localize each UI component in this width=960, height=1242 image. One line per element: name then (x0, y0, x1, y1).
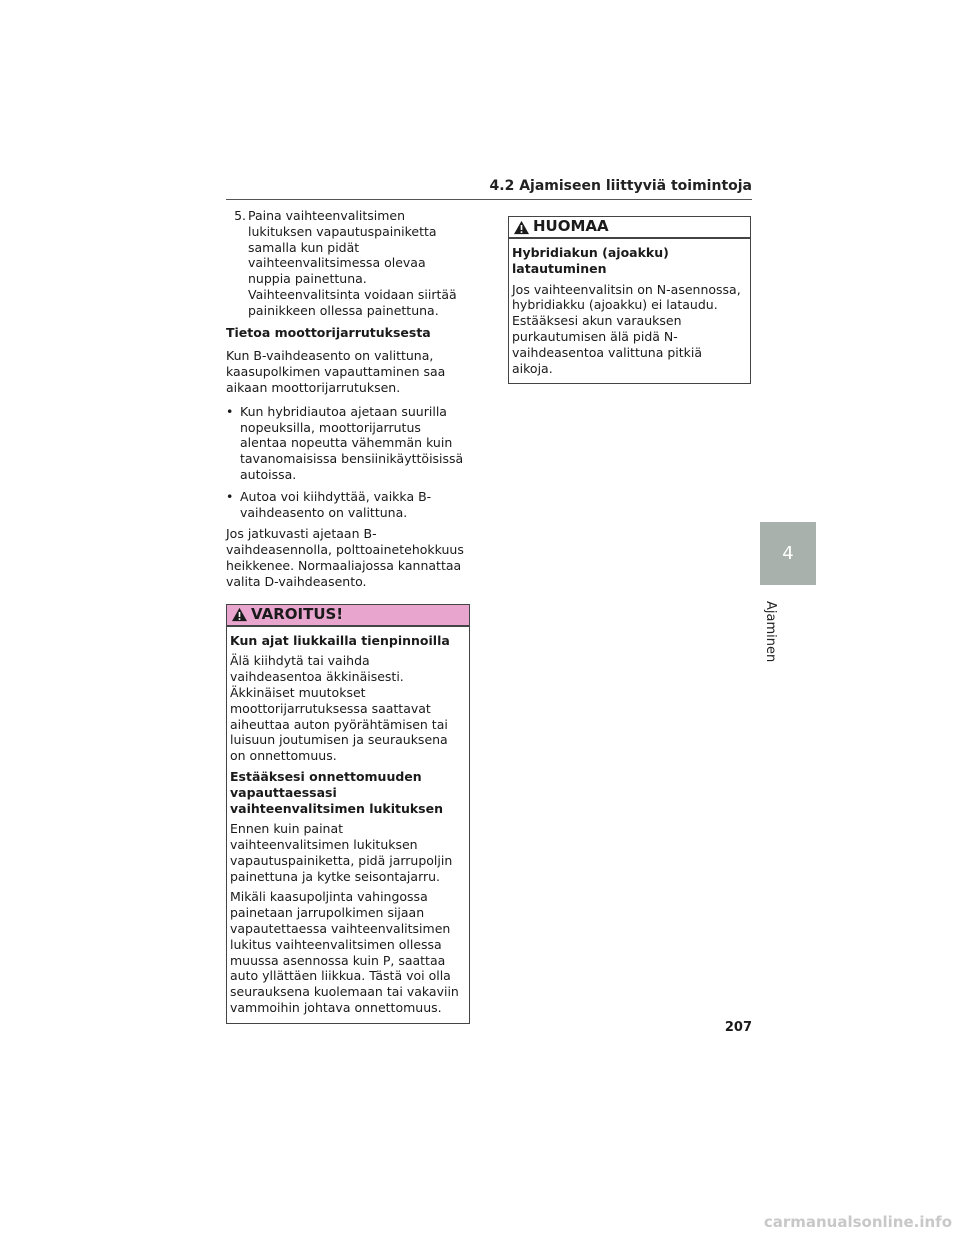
watermark: carmanualsonline.info (763, 1213, 952, 1231)
left-column (226, 208, 470, 1024)
warning-title: VAROITUS! (251, 604, 344, 623)
bullet-marker: • (226, 488, 234, 504)
header-divider (226, 199, 752, 200)
chapter-tab (760, 522, 816, 585)
page-number: 207 (724, 1020, 752, 1035)
notice-body (509, 239, 750, 383)
warning-text-shift-lock-1: Ennen kuin painat vaihteenvalitsimen lukituksen vapautuspainiketta, pidä jarrupoljin painettuna ja kytke seisontajarru. (230, 821, 453, 884)
bullet-marker: • (226, 403, 234, 419)
warning-heading-shift-lock: Estääksesi onnettomuuden vapauttaessasi vaihteenvalitsimen lukituksen (230, 768, 443, 816)
engine-brake-heading: Tietoa moottorijarrutuksesta (226, 324, 431, 340)
warning-title-bar (227, 605, 469, 627)
chapter-label: Ajaminen (763, 601, 778, 663)
warning-body (227, 627, 469, 1023)
warning-text-slippery: Älä kiihdytä tai vaihda vaihdeasentoa äkkinäisesti. Äkkinäiset muutokset moottorijarrutuksessa saattavat aiheuttaa auton pyörähtämisen tai luisuun joutumisen ja seurauksena on onnettomuus. (230, 653, 448, 764)
warning-box (226, 604, 470, 1024)
warning-heading-slippery: Kun ajat liukkailla tienpinnoilla (230, 632, 450, 648)
step-5 (226, 208, 470, 319)
bullet-text: Kun hybridiautoa ajetaan suurilla nopeuksilla, moottorijarrutus alentaa nopeutta vähemmän kuin tavanomaisissa bensiinikäyttöisissä autoissa. (240, 403, 464, 482)
section-header: 4.2 Ajamiseen liittyviä toimintoja (489, 178, 752, 194)
warning-triangle-icon (513, 220, 530, 235)
step-text: Paina vaihteenvalitsimen lukituksen vapautuspainiketta samalla kun pidät vaihteenvalitsimessa olevaa nuppia painettuna. Vaihteenvalitsinta voidaan siirtää painikkeen ollessa painettuna. (248, 208, 457, 318)
notice-box (508, 216, 751, 384)
bullet-text: Autoa voi kiihdyttää, vaikka B-vaihdeasento on valittuna. (240, 488, 432, 520)
list-item (226, 404, 470, 483)
step-number: 5. (234, 208, 246, 223)
warning-text-shift-lock-2: Mikäli kaasupoljinta vahingossa painetaan jarrupolkimen sijaan vapautettaessa vaihteenvalitsimen lukitus vaihteenvalitsimen ollessa muussa asennossa kuin P, saattaa auto yllättäen liikkua. Tästä voi olla seurauksena kuolemaan tai vakaviin vammoihin johtava onnettomuus. (230, 889, 459, 1016)
right-column (508, 216, 751, 384)
engine-brake-intro: Kun B-vaihdeasento on valittuna, kaasupolkimen vapauttaminen saa aikaan moottorijarrutuksen. (226, 348, 446, 395)
notice-title: HUOMAA (533, 217, 609, 236)
continuous-b-text: Jos jatkuvasti ajetaan B-vaihdeasennolla, polttoainetehokkuus heikkenee. Normaaliajossa kannattaa valita D-vaihdeasento. (226, 526, 464, 589)
notice-title-bar (509, 217, 750, 239)
notice-text: Jos vaihteenvalitsin on N-asennossa, hybridiakku (ajoakku) ei lataudu. Estääksesi akun varauksen purkautumisen älä pidä N-vaihdeasentoa valittuna pitkiä aikoja. (512, 281, 741, 376)
warning-triangle-icon (231, 607, 248, 622)
notice-heading: Hybridiakun (ajoakku) latautuminen (512, 245, 669, 276)
chapter-number: 4 (782, 543, 794, 564)
list-item (226, 489, 470, 521)
